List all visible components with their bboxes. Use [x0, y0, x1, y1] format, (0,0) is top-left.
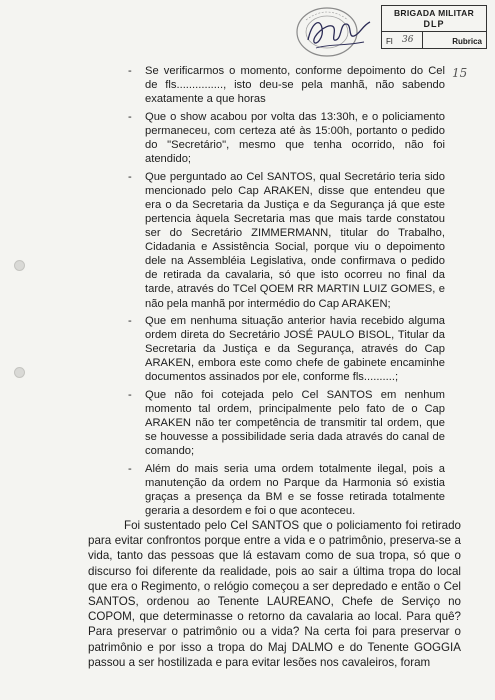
bullet-dash: -: [128, 463, 132, 476]
bullet-dash: -: [128, 65, 132, 77]
bullet-text: Se verificarmos o momento, conforme depoimento do Cel de fls..............., isto deu-se pela manhã, não sabendo exatamente a que horas: [145, 65, 445, 106]
bullet-item: [0, 170, 445, 311]
bullet-text: Que perguntado ao Cel SANTOS, qual Secretário teria sido mencionado pelo Cap ARAKEN, disse que entendeu que era o da Secretaria da Justiça e da Segurança já que este pertencia àquela Secretaria mas que mais tarde constatou ser do Secretário ZIMMERMANN, titular do Trabalho, Cidadania e Assistência Social, porque viu o depoimento dele na Assembléia Legislativa, onde confirmava o pedido de retirada da cavalaria, só que isto ocorreu no final da tarde, através do TCel QOEM RR MARTIN LUIZ GOMES, e não pela manhã por intermédio do Cap ARAKEN;: [145, 170, 445, 310]
bullet-item: [0, 64, 445, 106]
bullet-dash: -: [128, 110, 132, 123]
bullet-text: Que em nenhuma situação anterior havia recebido alguma ordem direta do Secretário JOSÉ PAULO BISOL, Titular da Secretaria da Justiça e da Segurança, através do Cap ARAKEN, embora este como chefe de gabinete encaminhe documentos assinados por ele, conforme fls..........;: [145, 315, 445, 384]
bullet-text: Que não foi cotejada pelo Cel SANTOS em nenhum momento tal ordem, principalmente pelo fato de o Cap ARAKEN não ter competência de transmitir tal ordem, que se houvesse a possibilidade seria dada através do canal de comando;: [145, 389, 445, 458]
bullet-dash: -: [128, 315, 132, 328]
bullet-item: [0, 388, 445, 458]
body-paragraph: Foi sustentado pelo Cel SANTOS que o policiamento foi retirado para evitar confrontos porque entre a vida e o patrimônio, preserva-se a vida, tanto das pessoas que lá estavam como de sua tropa, só que o discurso foi diferente da realidade, pois ao sair a última tropa do local que era o Regimento, o relógio começou a ser depredado e então o Cel SANTOS, ordenou ao Tenente LAUREANO, Chefe de Serviço no COPOM, que determinasse o retorno da cavalaria ao local. Para quê? Para preservar o patrimônio ou a vida? Na certa foi para preservar o patrimônio e por isso a tropa do Maj DALMO e do Tenente GOGGIA passou a ser hostilizada e para evitar lesões nos cavaleiros, foram: [88, 519, 461, 669]
bullet-item: [0, 462, 445, 518]
stamp-rubrica-label: Rubrica: [452, 37, 482, 46]
archive-stamp-box: [381, 5, 487, 49]
handwritten-signature: [304, 12, 374, 58]
bullet-text: Que o show acabou por volta das 13:30h, e o policiamento permaneceu, com certeza até às 15:00h, portanto o pedido do "Secretário", mesmo que tenha ocorrido, não foi atendido;: [145, 110, 445, 166]
stamp-vertical-divider: [422, 31, 423, 48]
bullet-list: [0, 64, 495, 522]
stamp-fl-number: 36: [402, 35, 414, 45]
stamp-fl-label: Fl: [386, 37, 393, 46]
bullet-item: [0, 314, 445, 384]
bullet-text: Além do mais seria uma ordem totalmente ilegal, pois a manutenção da ordem no Parque da Harmonia só existia graças a presença da BM e se fosse retirada totalmente geraria a desordem e foi o que aconteceu.: [145, 463, 445, 518]
stamp-divider: [382, 31, 486, 32]
bullet-item: [0, 110, 445, 166]
stamp-dept: DLP: [423, 19, 445, 29]
bullet-dash: -: [128, 389, 132, 402]
handwritten-page-mark: 15: [452, 66, 468, 80]
bullet-dash: -: [128, 170, 132, 183]
stamp-org: BRIGADA MILITAR: [393, 8, 475, 18]
